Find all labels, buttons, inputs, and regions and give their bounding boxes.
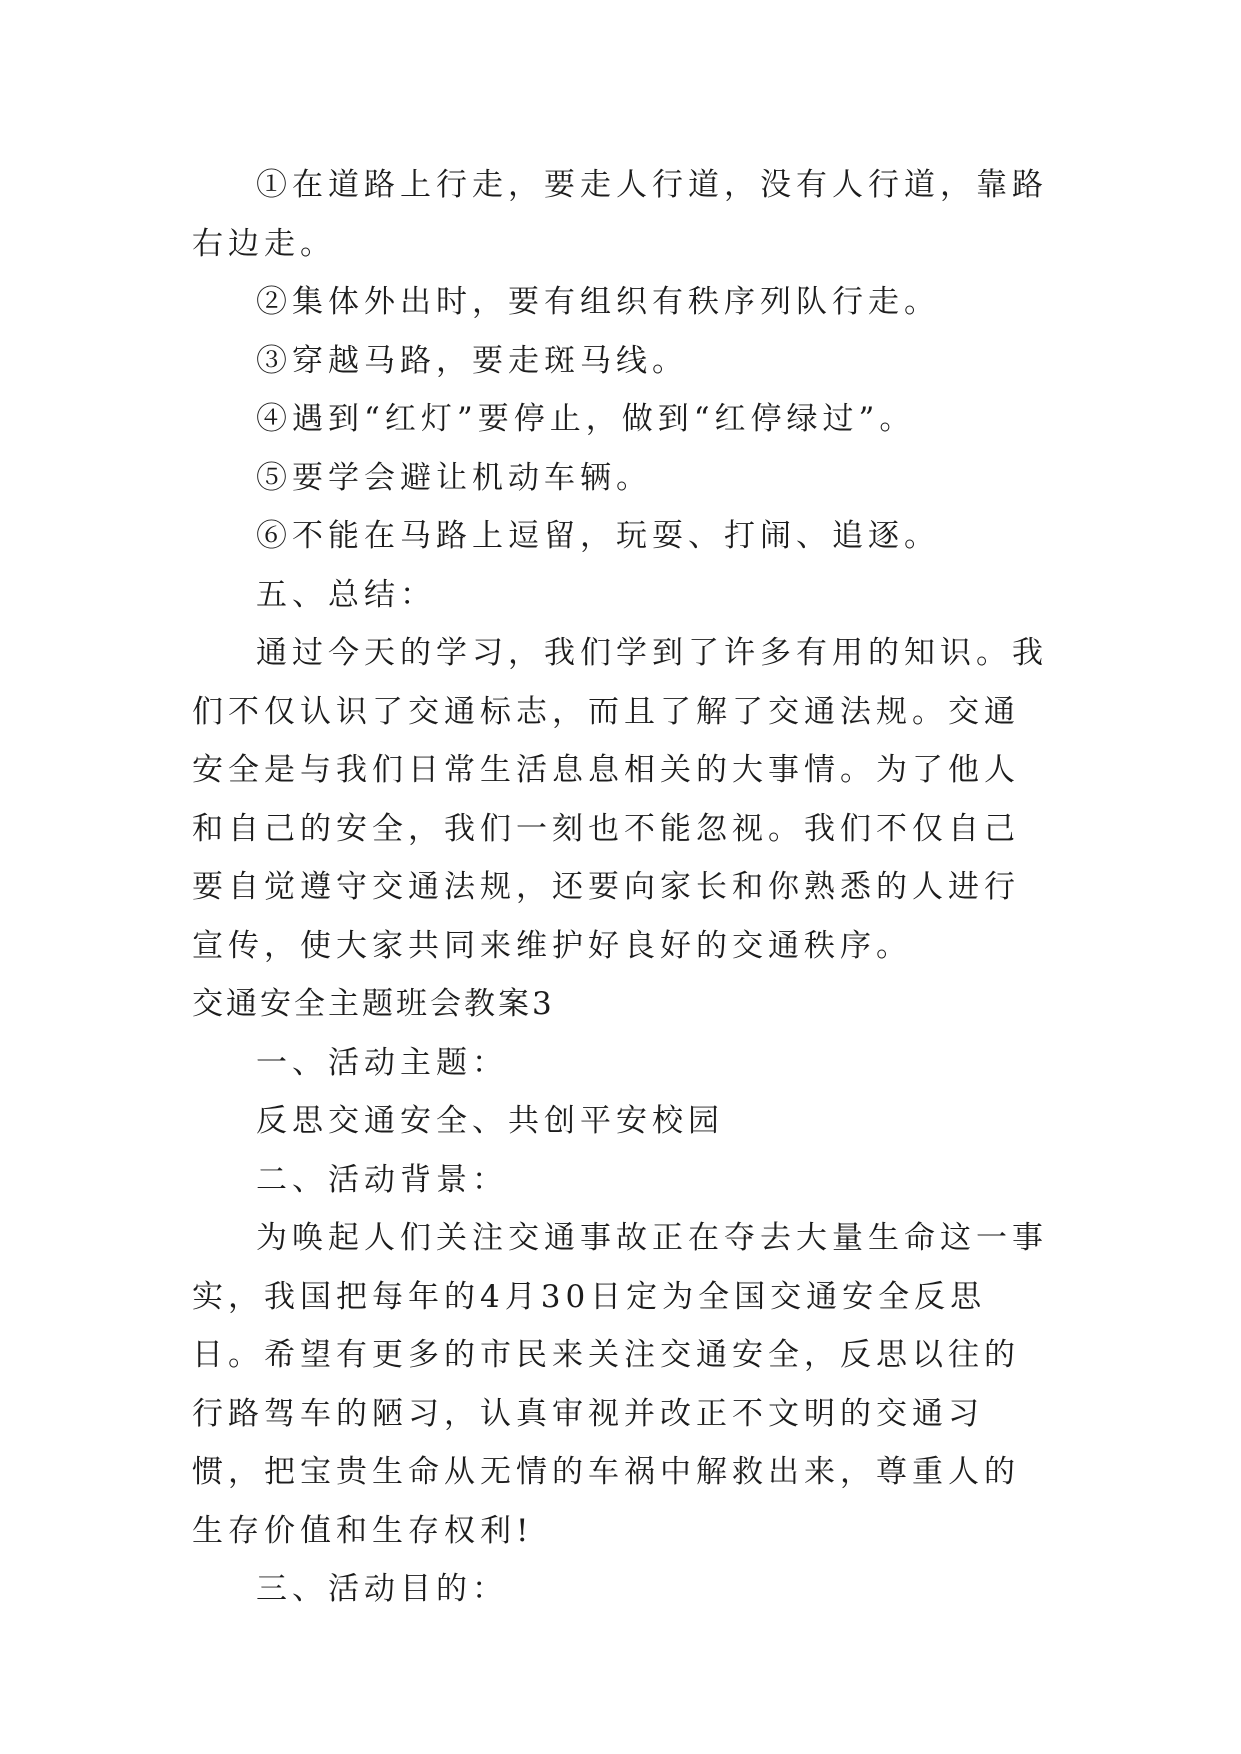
activity-theme-heading: 一、活动主题：	[256, 1044, 508, 1081]
activity-purpose-heading: 三、活动目的：	[256, 1571, 508, 1607]
rule-1: ①在道路上行走，要走人行道，没有人行道，靠路右边走。	[192, 167, 1048, 262]
summary-paragraph: 通过今天的学习，我们学到了许多有用的知识。我们不仅认识了交通标志，而且了解了交通法规。交通安全是与我们日常生活息息相关的大事情。为了他人和自己的安全，我们一刻也不能忽视。我们不仅自己要自觉遵守交通法规，还要向家长和你熟悉的人进行宣传，使大家共同来维护好良好的交通秩序。	[192, 635, 1048, 964]
rule-5: ⑤要学会避让机动车辆。	[256, 459, 652, 496]
lesson-plan-3-title: 交通安全主题班会教案3	[192, 986, 555, 1022]
rule-4: ④遇到“红灯”要停止，做到“红停绿过”。	[256, 401, 916, 437]
document-body	[192, 156, 1052, 1619]
rule-2: ②集体外出时，要有组织有秩序列队行走。	[256, 284, 940, 320]
rule-6: ⑥不能在马路上逗留，玩耍、打闹、追逐。	[256, 518, 940, 554]
rule-3: ③穿越马路，要走斑马线。	[256, 342, 688, 379]
activity-theme-text: 反思交通安全、共创平安校园	[256, 1103, 724, 1139]
section-5-heading: 五、总结：	[256, 576, 436, 613]
activity-background-heading: 二、活动背景：	[256, 1161, 508, 1198]
activity-background-text: 为唤起人们关注交通事故正在夺去大量生命这一事实，我国把每年的4月30日定为全国交通安全反思日。希望有更多的市民来关注交通安全，反思以往的行路驾车的陋习，认真审视并改正不文明的交通习惯，把宝贵生命从无情的车祸中解救出来，尊重人的生存价值和生存权利!	[192, 1220, 1048, 1549]
